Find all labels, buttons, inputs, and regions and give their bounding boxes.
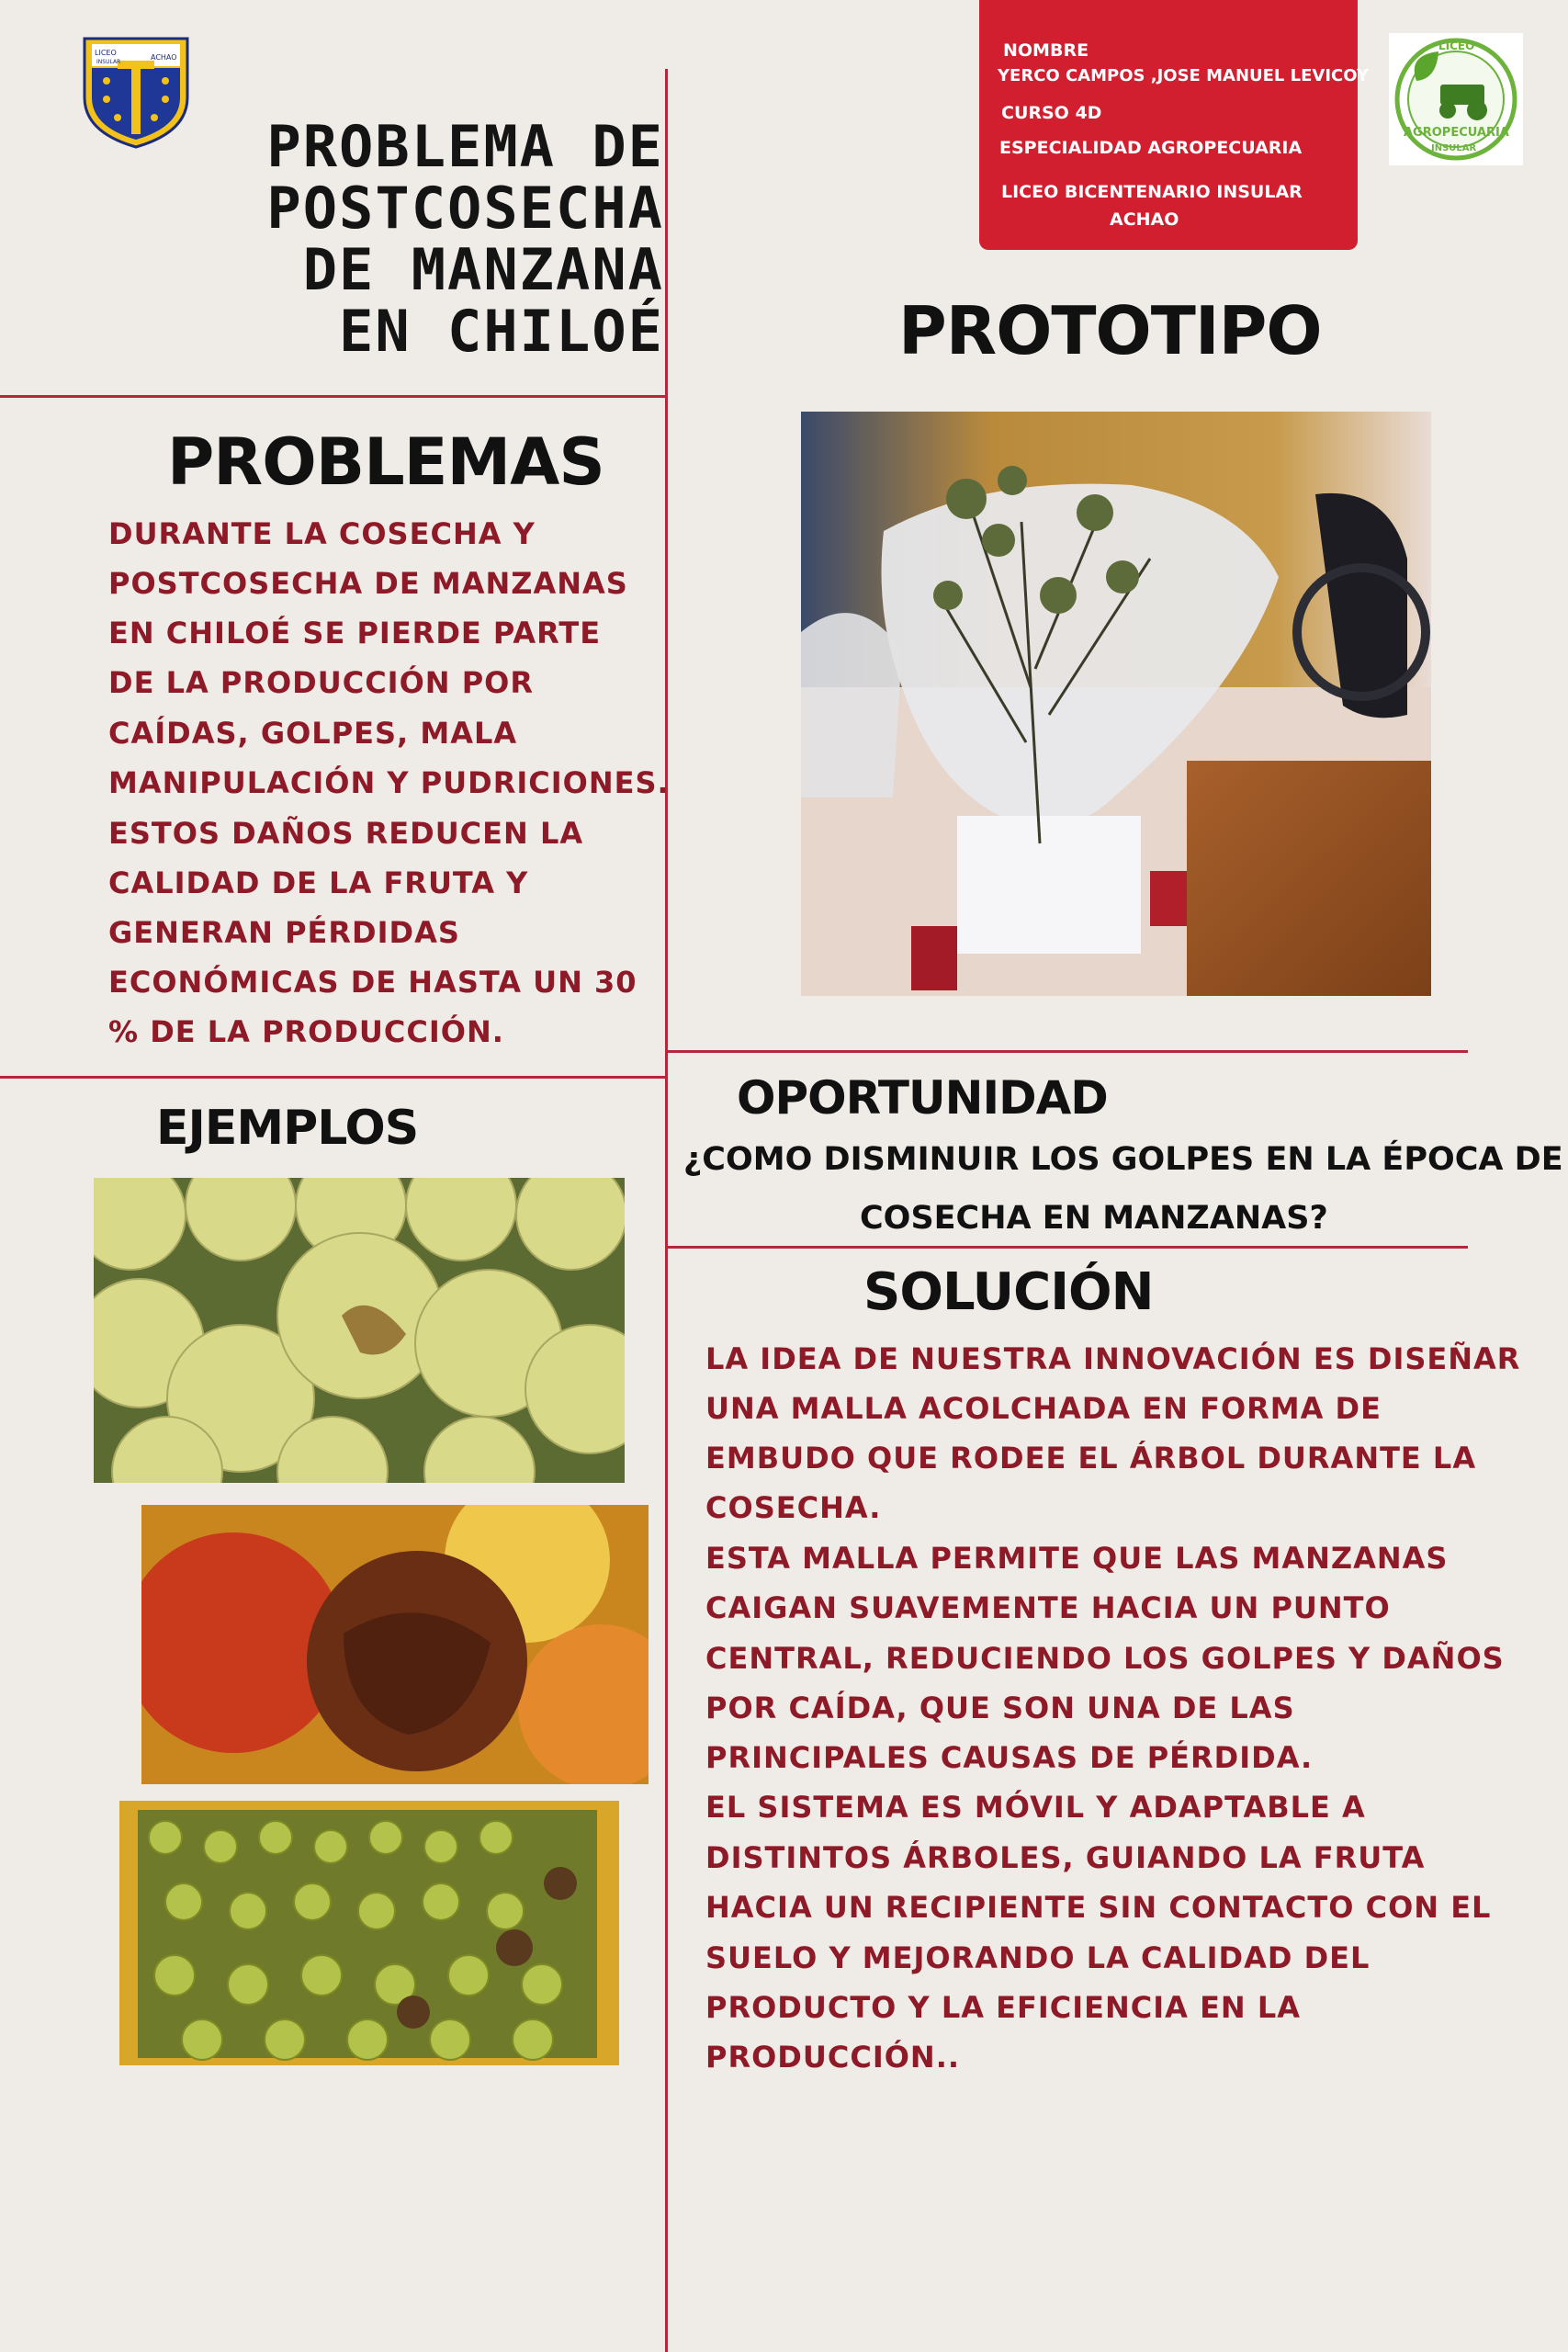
solucion-line: EMBUDO QUE RODEE EL ÁRBOL DURANTE LA — [705, 1441, 1477, 1476]
divider-above-solucion — [665, 1246, 1468, 1249]
problemas-line: DE LA PRODUCCIÓN POR — [108, 665, 534, 700]
oportunidad-line2: COSECHA EN MANZANAS? — [860, 1200, 1328, 1237]
svg-text:INSULAR: INSULAR — [96, 59, 121, 65]
example-photo-rotten-apple — [141, 1505, 649, 1784]
author-info-box — [979, 0, 1369, 250]
svg-text:ACHAO: ACHAO — [151, 53, 177, 62]
problemas-heading: PROBLEMAS — [167, 424, 604, 500]
nombre-label: NOMBRE — [1003, 40, 1089, 61]
vertical-divider — [665, 69, 668, 2352]
problemas-line: CAÍDAS, GOLPES, MALA — [108, 716, 518, 751]
solucion-line: PRINCIPALES CAUSAS DE PÉRDIDA. — [705, 1740, 1314, 1775]
nombre-value: YERCO CAMPOS ,JOSE MANUEL LEVICOY — [998, 66, 1369, 85]
example-photo-fallen-apples — [119, 1801, 619, 2065]
divider-above-oportunidad — [665, 1050, 1468, 1053]
problemas-line: DURANTE LA COSECHA Y — [108, 516, 536, 551]
solucion-line: CENTRAL, REDUCIENDO LOS GOLPES Y DAÑOS — [705, 1641, 1505, 1676]
oportunidad-line1: ¿COMO DISMINUIR LOS GOLPES EN LA ÉPOCA DE — [683, 1141, 1563, 1178]
solucion-line: DISTINTOS ÁRBOLES, GUIANDO LA FRUTA — [705, 1840, 1426, 1875]
svg-text:LICEO: LICEO — [1438, 40, 1475, 52]
svg-text:INSULAR: INSULAR — [1431, 143, 1477, 153]
problemas-line: CALIDAD DE LA FRUTA Y — [108, 865, 529, 900]
school-logo-text: LICEO — [95, 49, 117, 57]
oportunidad-heading: OPORTUNIDAD — [737, 1071, 1108, 1125]
solucion-line: HACIA UN RECIPIENTE SIN CONTACTO CON EL — [705, 1890, 1492, 1925]
ejemplos-heading: EJEMPLOS — [156, 1101, 419, 1156]
solucion-line: PRODUCTO Y LA EFICIENCIA EN LA — [705, 1990, 1301, 2025]
problemas-line: MANIPULACIÓN Y PUDRICIONES. — [108, 765, 670, 800]
divider-under-problemas — [0, 1076, 665, 1079]
curso: CURSO 4D — [1001, 103, 1102, 123]
example-photo-bruised-apples — [94, 1178, 625, 1483]
solucion-line: ESTA MALLA PERMITE QUE LAS MANZANAS — [705, 1541, 1449, 1576]
prototipo-heading: PROTOTIPO — [898, 292, 1322, 369]
problemas-line: ECONÓMICAS DE HASTA UN 30 — [108, 965, 637, 1000]
svg-text:AGROPECUARIA: AGROPECUARIA — [1404, 126, 1509, 140]
problemas-line: % DE LA PRODUCCIÓN. — [108, 1014, 504, 1049]
divider-under-title — [0, 395, 665, 398]
liceo-line1: LICEO BICENTENARIO INSULAR — [1001, 182, 1303, 202]
problemas-line: ESTOS DAÑOS REDUCEN LA — [108, 816, 584, 851]
problemas-line: EN CHILOÉ SE PIERDE PARTE — [108, 616, 602, 650]
solucion-line: SUELO Y MEJORANDO LA CALIDAD DEL — [705, 1940, 1371, 1975]
solucion-line: EL SISTEMA ES MÓVIL Y ADAPTABLE A — [705, 1790, 1366, 1825]
solucion-line: PRODUCCIÓN.. — [705, 2040, 961, 2075]
problemas-line: GENERAN PÉRDIDAS — [108, 915, 460, 950]
liceo-line2: ACHAO — [1110, 209, 1179, 230]
agropecuaria-logo — [1389, 33, 1523, 165]
especialidad: ESPECIALIDAD AGROPECUARIA — [999, 138, 1303, 158]
solucion-heading: SOLUCIÓN — [863, 1262, 1154, 1322]
problemas-line: POSTCOSECHA DE MANZANAS — [108, 566, 628, 601]
solucion-line: POR CAÍDA, QUE SON UNA DE LAS — [705, 1690, 1295, 1725]
solucion-line: LA IDEA DE NUESTRA INNOVACIÓN ES DISEÑAR — [705, 1341, 1521, 1376]
prototype-photo — [801, 412, 1431, 996]
solucion-line: COSECHA. — [705, 1490, 882, 1525]
solucion-line: UNA MALLA ACOLCHADA EN FORMA DE — [705, 1391, 1382, 1426]
solucion-line: CAIGAN SUAVEMENTE HACIA UN PUNTO — [705, 1590, 1391, 1625]
poster-title: PROBLEMA DE POSTCOSECHA DE MANZANA EN CHILOÉ — [266, 113, 664, 365]
